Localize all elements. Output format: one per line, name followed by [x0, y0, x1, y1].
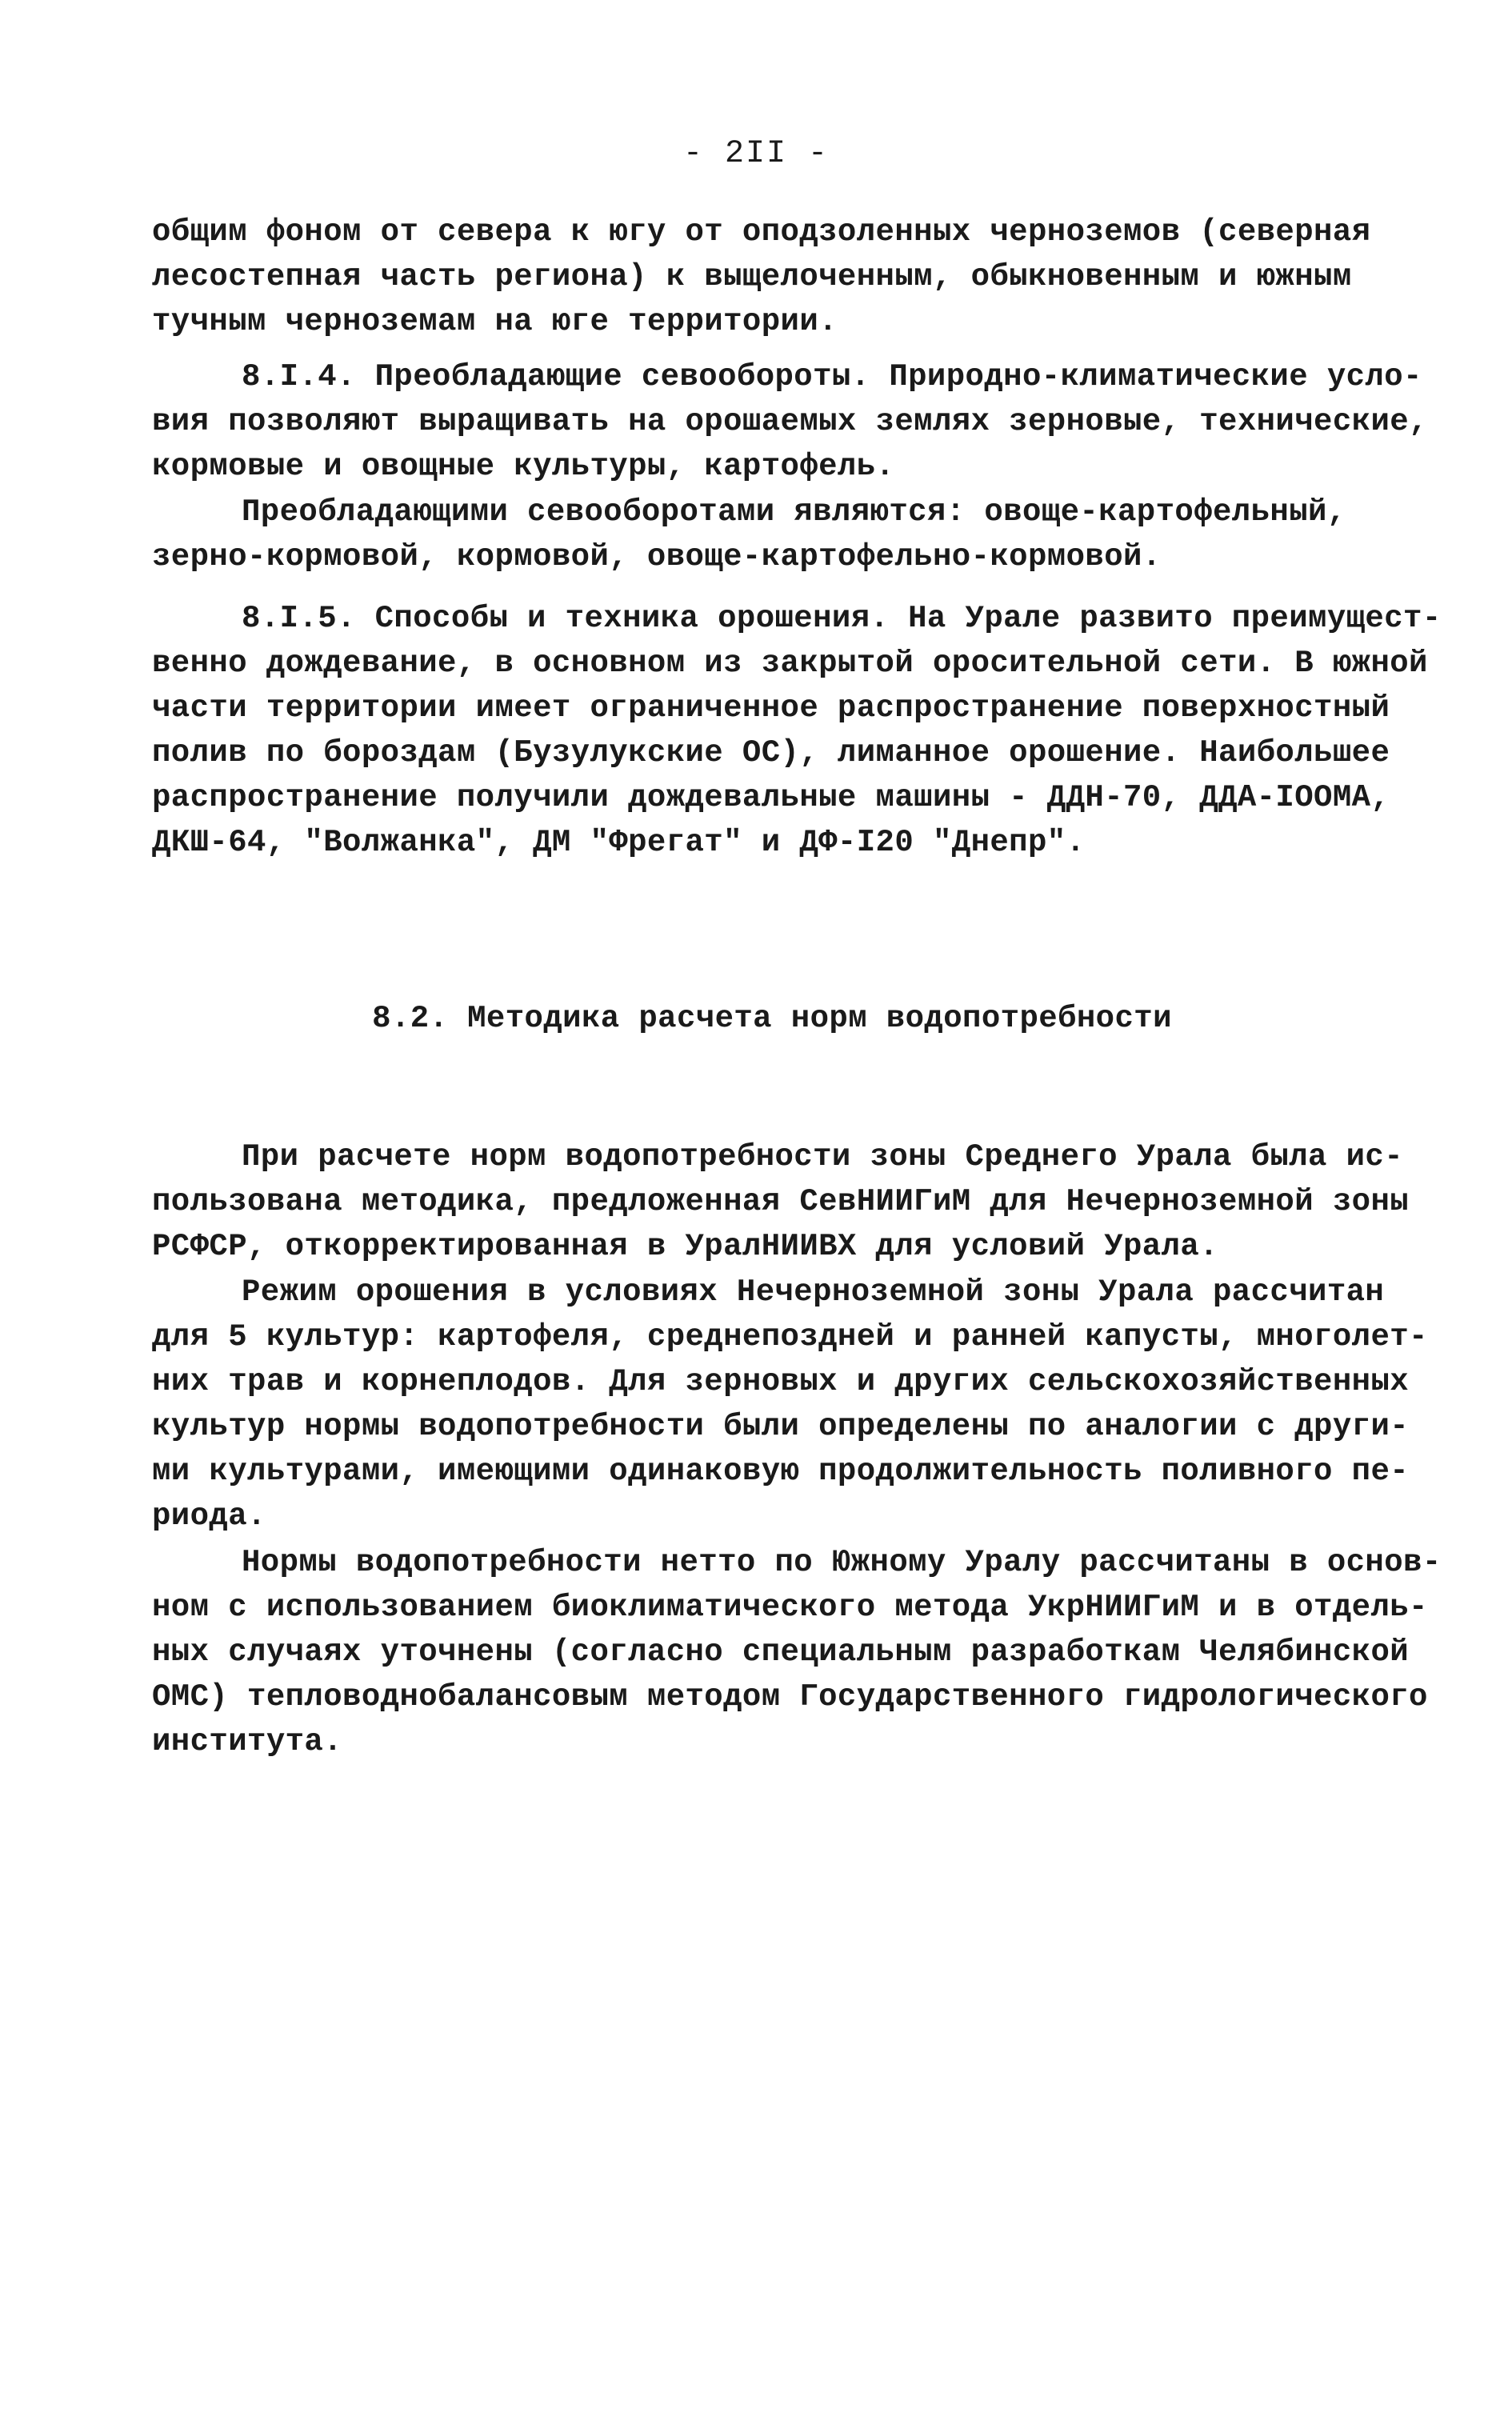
text-line: тучным черноземам на юге территории.: [152, 304, 838, 339]
text-line: Режим орошения в условиях Нечерноземной зоны Урала рассчитан: [242, 1275, 1385, 1310]
text-line: лесостепная часть региона) к выщелоченным, обыкновенным и южным: [152, 259, 1352, 294]
text-line: них трав и корнеплодов. Для зерновых и других сельскохозяйственных: [152, 1364, 1410, 1399]
text-line: пользована методика, предложенная СевНИИГиМ для Нечерноземной зоны: [152, 1184, 1410, 1219]
text-line: зерно-кормовой, кормовой, овоще-картофельно-кормовой.: [152, 539, 1162, 574]
text-line: общим фоном от севера к югу от оподзоленных черноземов (северная: [152, 214, 1371, 250]
text-line: венно дождевание, в основном из закрытой оросительной сети. В южной: [152, 646, 1428, 681]
text-line: ДКШ-64, "Волжанка", ДМ "Фрегат" и ДФ-I20 "Днепр".: [152, 825, 1086, 860]
text-line: 8.I.5. Способы и техника орошения. На Урале развито преимущест-: [242, 601, 1442, 636]
text-line: ми культурами, имеющими одинаковую продолжительность поливного пе-: [152, 1454, 1410, 1489]
text-line: Преобладающими севооборотами являются: овоще-картофельный,: [242, 494, 1346, 530]
text-line: ОМС) тепловоднобалансовым методом Государственного гидрологического: [152, 1679, 1428, 1715]
text-line: культур нормы водопотребности были определены по аналогии с други-: [152, 1409, 1410, 1444]
text-line: Нормы водопотребности нетто по Южному Уралу рассчитаны в основ-: [242, 1545, 1442, 1580]
text-line: кормовые и овощные культуры, картофель.: [152, 449, 895, 484]
section-heading: 8.2. Методика расчета норм водопотребности: [372, 1001, 1172, 1036]
text-line: распространение получили дождевальные машины - ДДН-70, ДДА-IOОМА,: [152, 780, 1390, 815]
text-line: РСФСР, откорректированная в УралНИИВХ для условий Урала.: [152, 1229, 1219, 1264]
text-line: риода.: [152, 1499, 266, 1534]
paragraph-8-1-4: [152, 354, 1428, 489]
text-line: 8.I.4. Преобладающие севообороты. Природно-климатические усло-: [242, 359, 1422, 394]
paragraph-8-1-5: [152, 596, 1442, 865]
paragraph-norms: [152, 1540, 1442, 1764]
paragraph-regime: [152, 1270, 1428, 1539]
page-number: - 2II -: [682, 136, 830, 172]
paragraph-crop-rotations: [152, 490, 1384, 579]
paragraph-intro: [152, 210, 1384, 344]
text-line: При расчете норм водопотребности зоны Среднего Урала была ис-: [242, 1139, 1404, 1174]
text-line: ном с использованием биоклиматического метода УкрНИИГиМ и в отдель-: [152, 1590, 1428, 1625]
text-line: ных случаях уточнены (согласно специальным разработкам Челябинской: [152, 1635, 1410, 1670]
text-line: вия позволяют выращивать на орошаемых землях зерновые, технические,: [152, 404, 1428, 439]
paragraph-method: [152, 1134, 1410, 1269]
text-line: части территории имеет ограниченное распространение поверхностный: [152, 690, 1390, 726]
text-line: института.: [152, 1724, 343, 1759]
text-line: для 5 культур: картофеля, среднепоздней и ранней капусты, многолет-: [152, 1319, 1428, 1355]
text-line: полив по бороздам (Бузулукские ОС), лиманное орошение. Наибольшее: [152, 735, 1390, 770]
